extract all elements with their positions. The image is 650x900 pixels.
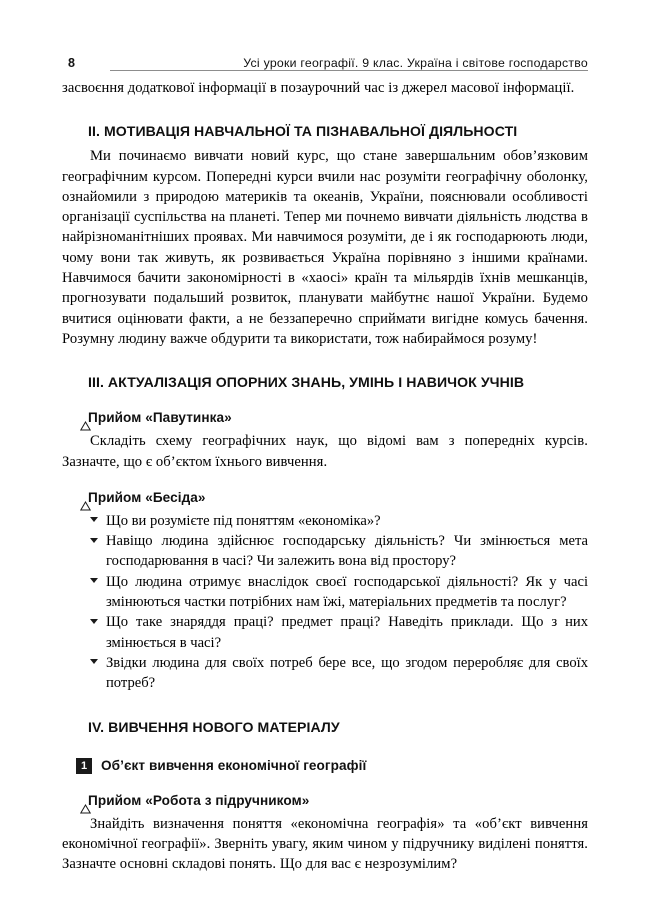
section-heading-iii: III. АКТУАЛІЗАЦІЯ ОПОРНИХ ЗНАНЬ, УМІНЬ І НАВИЧОК УЧНІВ [88, 374, 525, 391]
question-text: Що ви розумієте під поняттям «економіка»? [106, 512, 381, 529]
device-textbook-work-label: Прийом «Робота з підручником» [88, 792, 310, 808]
topic-1 [62, 757, 588, 775]
page-number: 8 [68, 55, 75, 70]
list-item [90, 612, 588, 653]
list-item [90, 531, 588, 572]
device-textbook-work-paragraph: Знайдіть визначення поняття «економічна географія» та «об’єкт вивчення економічної географії». Зверніть увагу, яким чином у підручнику виділені поняття. Зазначте основні складові понять. Що для вас є незрозумілим? [62, 815, 588, 873]
running-title: Усі уроки географії. 9 клас. Україна і світове господарство [243, 55, 588, 70]
topic-label: Об’єкт вивчення економічної географії [101, 757, 367, 773]
question-list [62, 511, 588, 694]
device-pavutynka [62, 409, 588, 427]
triangle-down-filled-icon [90, 659, 98, 664]
device-textbook-work [62, 792, 588, 810]
question-text: Звідки людина для своїх потреб бере все, що згодом переробляє для своїх потреб? [106, 654, 588, 692]
question-text: Що людина отримує внаслідок своєї господарської діяльності? Як у часі змінюються частки потрібних нам їжі, матеріальних предметів та послуг? [106, 573, 588, 611]
continued-paragraph: засвоєння додаткової інформації в позаурочний час із джерел масової інформації. [62, 80, 575, 96]
device-pavutynka-label: Прийом «Павутинка» [88, 410, 232, 426]
header-divider [110, 70, 588, 71]
device-pavutynka-paragraph: Складіть схему географічних наук, що відомі вам з попередніх курсів. Зазначте, що є об’єктом їхнього вивчення. [62, 433, 588, 470]
section-heading-ii: II. МОТИВАЦІЯ НАВЧАЛЬНОЇ ТА ПІЗНАВАЛЬНОЇ ДІЯЛЬНОСТІ [88, 123, 518, 140]
question-text: Навіщо людина здійснює господарську діяльність? Чи змінюється мета господарювання в часі? Чи залежить вона від простору? [106, 533, 588, 570]
section-ii-paragraph: Ми починаємо вивчати новий курс, що стане завершальним обов’язковим географічним курсом. Попередні курси вчили нас розуміти географічну оболонку, ознайомили з природою материків та океанів, України, пояснювали особливості організації суспільства на планеті. Тепер ми почнемо вивчати діяльність людства в найрізноманітніших проявах. Ми навчимося розуміти, де і як господарюють люди, чому вони так живуть, як розвивається Україна порівняно з іншими країнами. Навчимося бачити закономірності в «хаосі» країн та мільярдів їхнів мешканців, прогнозувати подальший розвиток, планувати майбутнє нашої України. Будемо вчитися оцінювати факти, а не беззаперечно сприймати вигідне комусь бачення. Розумну людину важче обдурити та використати, тож набираймося розуму! [62, 148, 588, 347]
device-besida-label: Прийом «Бесіда» [88, 489, 206, 505]
triangle-down-filled-icon [90, 578, 98, 583]
topic-number-badge: 1 [76, 758, 92, 774]
device-besida [62, 489, 588, 507]
section-heading-iv: IV. ВИВЧЕННЯ НОВОГО МАТЕРІАЛУ [88, 718, 340, 735]
triangle-down-filled-icon [90, 538, 98, 543]
question-text: Що таке знаряддя праці? предмет праці? Наведіть приклади. Що з них змінюється в часі? [106, 614, 588, 651]
list-item [90, 653, 588, 694]
running-head [68, 44, 588, 70]
list-item [90, 572, 588, 613]
triangle-down-filled-icon [90, 619, 98, 624]
text-column [62, 78, 588, 874]
list-item [90, 511, 588, 531]
triangle-down-filled-icon [90, 517, 98, 522]
